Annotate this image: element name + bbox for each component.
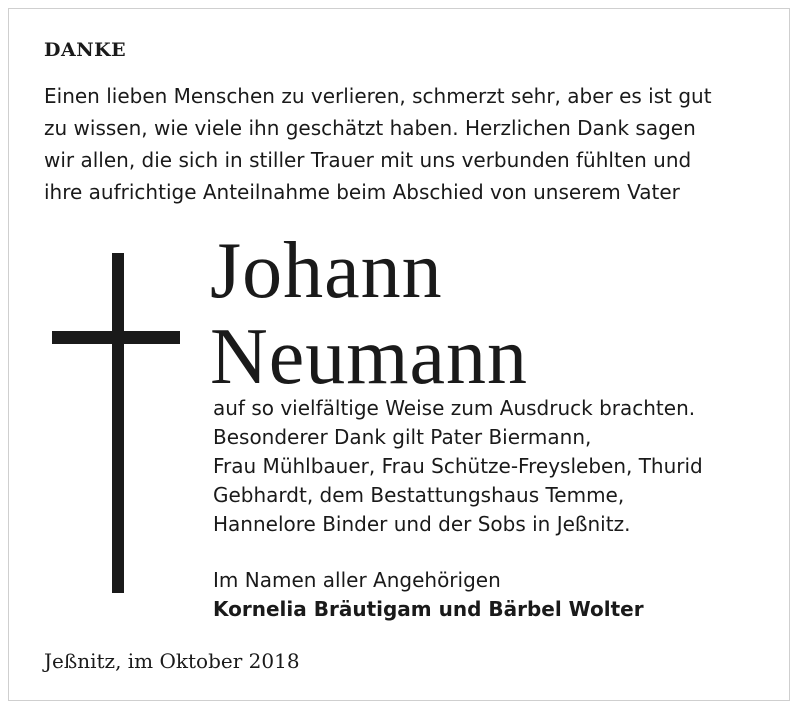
notice-heading: DANKE (44, 39, 127, 61)
thanks-line: auf so vielfältige Weise zum Ausdruck brachten. (213, 396, 696, 420)
place-date: Jeßnitz, im Oktober 2018 (44, 649, 300, 673)
deceased-last-name: Neumann (210, 313, 529, 401)
thanks-line: Besonderer Dank gilt Pater Biermann, (213, 425, 592, 449)
intro-line: ihre aufrichtige Anteilnahme beim Abschied von unserem Vater (44, 180, 680, 204)
thanks-line: Frau Mühlbauer, Frau Schütze-Freysleben, Thurid (213, 454, 703, 478)
thanks-line: Hannelore Binder und der Sobs in Jeßnitz. (213, 512, 631, 536)
thanks-line: Gebhardt, dem Bestattungshaus Temme, (213, 483, 625, 507)
cross-icon-vertical-bar (112, 253, 124, 593)
intro-text (44, 80, 774, 208)
signoff-names: Kornelia Bräutigam und Bärbel Wolter (213, 597, 644, 621)
intro-line: Einen lieben Menschen zu verlieren, schmerzt sehr, aber es ist gut (44, 84, 712, 108)
thanks-text (213, 394, 703, 539)
cross-icon-horizontal-bar (52, 331, 180, 344)
signoff-line: Im Namen aller Angehörigen (213, 568, 501, 592)
deceased-name (210, 228, 528, 400)
signoff (213, 566, 644, 624)
intro-line: zu wissen, wie viele ihn geschätzt haben. Herzlichen Dank sagen (44, 116, 696, 140)
deceased-first-name: Johann (210, 227, 443, 315)
intro-line: wir allen, die sich in stiller Trauer mit uns verbunden fühlten und (44, 148, 692, 172)
